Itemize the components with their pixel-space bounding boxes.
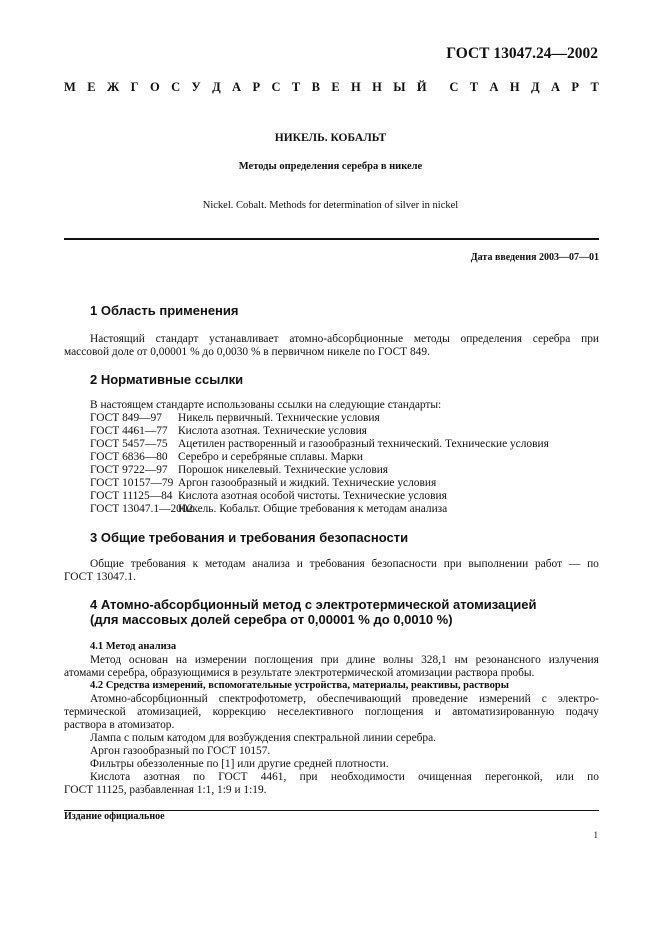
banner-letter: Й (416, 80, 427, 94)
section-3-heading: 3 Общие требования и требования безопасности (90, 530, 409, 545)
banner-letter: Е (87, 80, 96, 94)
banner-letter: Д (212, 80, 221, 94)
word: неселективного (277, 706, 354, 718)
word: требования (309, 558, 365, 570)
reference-title: Порошок никелевый. Технические условия (178, 464, 389, 476)
reference-code: ГОСТ 10157—79 (90, 477, 174, 489)
section-2-intro (64, 399, 599, 412)
word: резонансного (475, 654, 541, 666)
word: атомно-абсорбционные (289, 333, 404, 345)
title-divider (64, 238, 599, 240)
word: длине (346, 654, 376, 666)
word: поглощения (254, 654, 313, 666)
text-line (64, 693, 599, 706)
word: устанавливает (209, 333, 279, 345)
reference-code: ГОСТ 13047.1—2002 (90, 503, 194, 515)
text-line (64, 771, 599, 784)
word: Настоящий (90, 333, 145, 345)
word: атомизацией, (137, 706, 202, 718)
word: ГОСТ (218, 771, 248, 783)
banner-letter: Р (252, 80, 261, 94)
word: определения (460, 333, 522, 345)
subsection-4-1-heading: 4.1 Метод анализа (90, 641, 177, 652)
word: необходимости (330, 771, 405, 783)
word: при (443, 558, 462, 570)
word: Общие (90, 558, 124, 570)
banner-letter: М (64, 80, 76, 94)
text-line: Аргон газообразный по ГОСТ 10157. (90, 745, 271, 757)
reference-title: Кислота азотная. Технические условия (178, 425, 367, 437)
word: и (434, 706, 441, 718)
english-title: Nickel. Cobalt. Methods for determination of silver in nickel (202, 200, 459, 211)
text-line: раствора в атомизатор. (64, 719, 175, 731)
reference-code: ГОСТ 6836—80 (90, 451, 168, 463)
word: работ (535, 558, 563, 570)
word: к (192, 558, 199, 570)
subsection-4-2-text (64, 693, 599, 797)
reference-title: Кислота азотная особой чистоты. Технические условия (178, 490, 447, 502)
word: методам (204, 558, 246, 570)
word: очищенная (418, 771, 472, 783)
word: измерении (194, 654, 247, 666)
banner-letter: А (551, 80, 561, 94)
text-line (64, 654, 599, 667)
reference-title: Никель. Кобальт. Общие требования к методам анализа (178, 503, 448, 515)
word: поглощения (364, 706, 424, 718)
word: спектрофотометр, (218, 693, 306, 705)
reference-code: ГОСТ 849—97 (90, 412, 162, 424)
gost-number: ГОСТ 13047.24—2002 (446, 45, 598, 62)
word: Атомно-абсорбционный (90, 693, 208, 705)
word: 328,1 (421, 654, 447, 666)
word: электро- (557, 693, 599, 705)
document-title: НИКЕЛЬ. КОБАЛЬТ (274, 132, 387, 144)
text-line: ГОСТ 11125, разбавленная 1:1, 1:9 и 1:19. (64, 784, 267, 796)
word: нм (454, 654, 468, 666)
word: коррекцию (212, 706, 266, 718)
subsection-4-2-heading: 4.2 Средства измерений, вспомогательные устройства, материалы, реактивы, растворы (90, 680, 509, 691)
banner-letter: С (271, 80, 281, 94)
banner-letter: Г (130, 80, 139, 94)
banner-letter: А (232, 80, 242, 94)
banner-letter: Н (509, 80, 520, 94)
banner-letter: Т (590, 80, 599, 94)
section-2-heading: 2 Нормативные ссылки (90, 372, 244, 387)
reference-item (90, 438, 549, 451)
word: и (296, 558, 303, 570)
banner-letter: Н (351, 80, 361, 94)
text-line (64, 706, 599, 719)
banner-letter: Т (291, 80, 301, 94)
word: стандарт (155, 333, 199, 345)
word: излучения (548, 654, 599, 666)
reference-item (90, 503, 549, 516)
standard-type-banner (64, 80, 599, 95)
word: термической (64, 706, 126, 718)
banner-letter: О (149, 80, 160, 94)
word: по (587, 771, 599, 783)
word: при (299, 771, 318, 783)
section-1-heading: 1 Область применения (90, 303, 239, 318)
banner-letter: Р (571, 80, 580, 94)
banner-letter: Т (469, 80, 479, 94)
banner-letter: С (449, 80, 459, 94)
reference-item (90, 477, 549, 490)
word: обеспечивающий (316, 693, 402, 705)
text-line: Фильтры обеззоленные по [1] или другие средней плотности. (90, 758, 389, 770)
word: с (541, 693, 547, 705)
word: при (581, 333, 599, 345)
word: при (320, 654, 339, 666)
reference-item (90, 490, 549, 503)
word: азотная (143, 771, 180, 783)
reference-code: ГОСТ 11125—84 (90, 490, 173, 502)
banner-letter: С (171, 80, 181, 94)
normative-references-list (90, 412, 549, 516)
text-line (64, 558, 599, 571)
reference-item (90, 464, 549, 477)
reference-code: ГОСТ 4461—77 (90, 425, 168, 437)
banner-letter: В (311, 80, 320, 94)
reference-title: Никель первичный. Технические условия (178, 412, 380, 424)
document-subtitle: Методы определения серебра в никеле (238, 161, 423, 172)
word: Кислота (90, 771, 131, 783)
word: измерений (479, 693, 531, 705)
reference-item (90, 412, 549, 425)
banner-letter: Д (531, 80, 540, 94)
reference-title: Ацетилен растворенный и газообразный технический. Технические условия (178, 438, 549, 450)
word: требования (130, 558, 186, 570)
text-line: массовой доле от 0,00001 % до 0,0030 % в первичном никеле по ГОСТ 849. (64, 346, 430, 358)
banner-letter: А (489, 80, 499, 94)
banner-letter: Е (331, 80, 340, 94)
word: — (568, 558, 581, 570)
word: методы (413, 333, 450, 345)
banner-letter: Ж (106, 80, 120, 94)
reference-code: ГОСТ 9722—97 (90, 464, 168, 476)
word: 4461, (260, 771, 287, 783)
introduction-date: Дата введения 2003—07—01 (470, 252, 599, 263)
word: Метод (90, 654, 122, 666)
word: выполнении (468, 558, 529, 570)
banner-letter: Ы (393, 80, 406, 94)
text-line: ГОСТ 13047.1. (64, 571, 136, 583)
word: или (555, 771, 574, 783)
section-4-heading: 4 Атомно-абсорбционный метод с электротермической атомизацией (90, 597, 537, 612)
reference-title: Аргон газообразный и жидкий. Технические условия (178, 477, 437, 489)
word: перегонкой, (484, 771, 543, 783)
word: подачу (565, 706, 599, 718)
word: волны (383, 654, 414, 666)
reference-item (90, 425, 549, 438)
word: по (587, 558, 599, 570)
page-number: 1 (593, 830, 598, 840)
word: по (193, 771, 205, 783)
word: анализа (252, 558, 290, 570)
word: серебра (532, 333, 571, 345)
word: безопасности (371, 558, 437, 570)
word: основан (128, 654, 169, 666)
banner-letter: Н (372, 80, 382, 94)
word: проведение (412, 693, 468, 705)
banner-letter: У (191, 80, 201, 94)
text-line (64, 333, 599, 346)
edition-label: Издание официальное (64, 811, 165, 822)
reference-code: ГОСТ 5457—75 (90, 438, 168, 450)
section-4-heading-range: (для массовых долей серебра от 0,00001 % до 0,0010 %) (90, 612, 453, 627)
reference-item (90, 451, 549, 464)
text-line: Лампа с полым катодом для возбуждения спектральной линии серебра. (90, 732, 437, 744)
word: автоматизированную (452, 706, 555, 718)
word: на (175, 654, 188, 666)
text-line: атомами серебра, образующимися в результате электротермической атомизации раствора пробы. (64, 667, 535, 679)
section-3-text (64, 558, 599, 584)
reference-title: Серебро и серебряные сплавы. Марки (178, 451, 364, 463)
section-1-text (64, 333, 599, 359)
subsection-4-1-text (64, 654, 599, 680)
text-line: В настоящем стандарте использованы ссылки на следующие стандарты: (90, 399, 442, 411)
